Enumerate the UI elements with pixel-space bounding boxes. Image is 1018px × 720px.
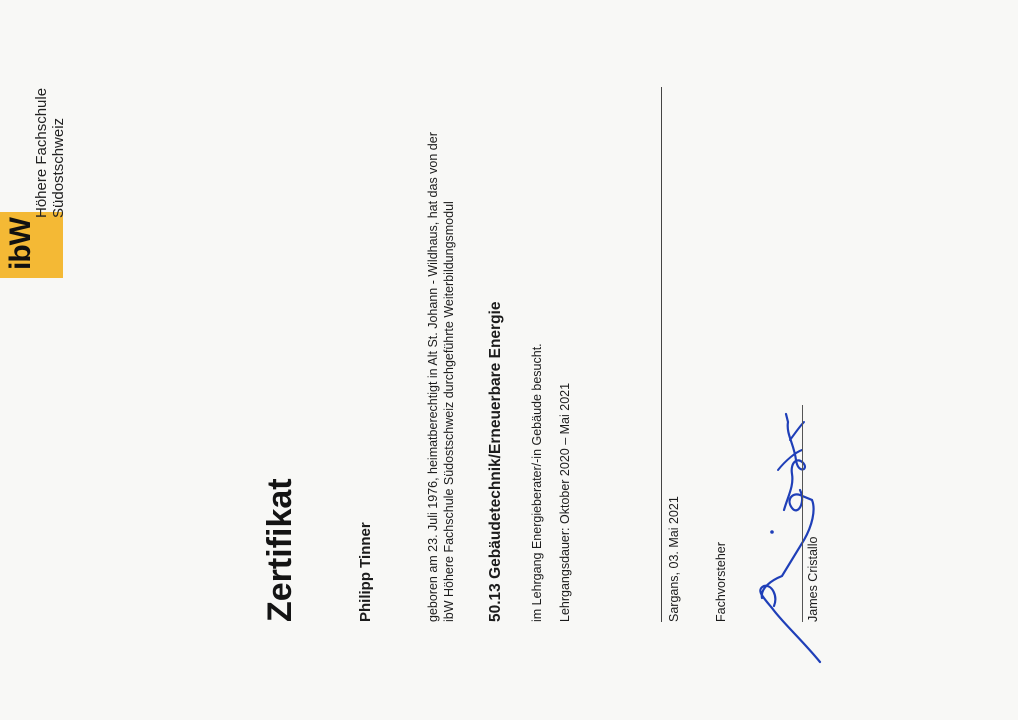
- signature-rule-top: [661, 87, 662, 622]
- logo-school-line2: Südostschweiz: [50, 117, 67, 218]
- signature-rule-bottom: [802, 405, 803, 622]
- program-text: im Lehrgang Energieberater/-in Gebäude besucht.: [530, 343, 544, 622]
- body-text-line2: ibW Höhere Fachschule Südostschweiz durchgeführte Weiterbildungsmodul: [442, 201, 456, 622]
- recipient-name: Philipp Tinner: [357, 522, 374, 622]
- logo-mark: ibW: [4, 218, 37, 270]
- signer-role: Fachvorsteher: [714, 542, 728, 622]
- course-title: 50.13 Gebäudetechnik/Erneuerbare Energie: [487, 301, 504, 622]
- logo-school-line1: Höhere Fachschule: [33, 87, 50, 218]
- body-text-line1: geboren am 23. Juli 1976, heimatberechtigt in Alt St. Johann - Wildhaus, hat das von der: [426, 132, 440, 622]
- place-date: Sargans, 03. Mai 2021: [667, 496, 681, 622]
- duration-text: Lehrgangsdauer: Oktober 2020 – Mai 2021: [558, 382, 572, 622]
- signer-name: James Cristallo: [806, 536, 820, 622]
- certificate-title: Zertifikat: [261, 478, 299, 622]
